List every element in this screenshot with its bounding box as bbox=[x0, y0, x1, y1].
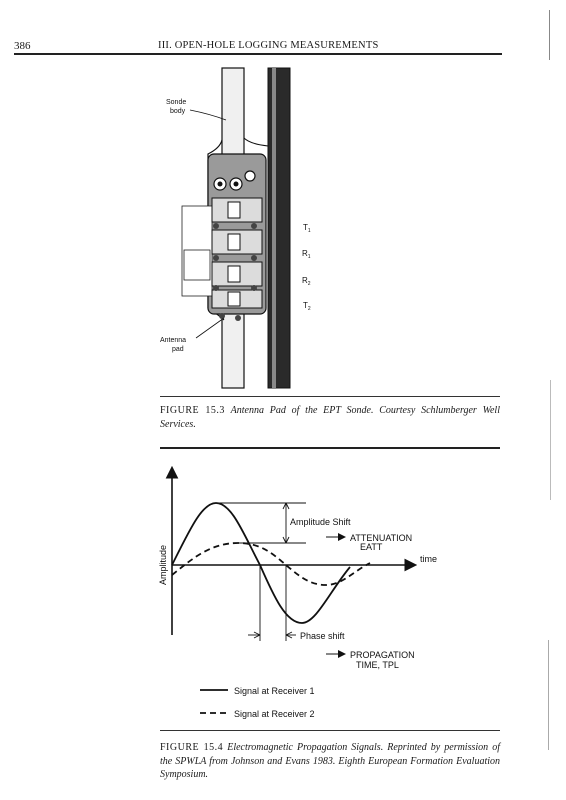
figure1-top-rule bbox=[160, 396, 500, 397]
figure2-top-rule bbox=[160, 447, 500, 449]
phase-shift-marker bbox=[248, 565, 296, 641]
label-t2: $T_2$ bbox=[303, 301, 311, 312]
propagation-label-line2: TIME, TPL bbox=[356, 660, 399, 670]
label-r1: $R_1$ bbox=[302, 249, 311, 260]
figure1-caption-text: Antenna Pad of the EPT Sonde. Courtesy Schlumberger Well Services. bbox=[160, 405, 500, 430]
scan-edge-mark bbox=[549, 10, 550, 60]
propagation-diagram bbox=[150, 455, 470, 725]
legend-receiver1: Signal at Receiver 1 bbox=[234, 686, 315, 696]
running-head: III. OPEN-HOLE LOGGING MEASUREMENTS bbox=[158, 40, 379, 51]
label-r2: $R_2$ bbox=[302, 276, 311, 287]
figure2-caption bbox=[160, 741, 500, 782]
phase-shift-label: Phase shift bbox=[300, 631, 345, 641]
antenna-label-line1: Antenna bbox=[160, 337, 187, 344]
antenna-pad-callout bbox=[160, 318, 224, 353]
figure2-caption-text: Electromagnetic Propagation Signals. Reprinted by permission of the SPWLA from Johnson and Evans 1983. Eighth European Formation Evaluation Symposium. bbox=[160, 742, 500, 780]
legend bbox=[200, 686, 315, 719]
antenna-label-line2: pad bbox=[172, 346, 184, 353]
axes bbox=[158, 469, 437, 635]
time-axis-label: time bbox=[420, 554, 438, 564]
sonde-label-line2: body bbox=[170, 108, 186, 115]
legend-receiver2: Signal at Receiver 2 bbox=[234, 709, 315, 719]
attenuation-label-line1: ATTENUATION bbox=[350, 533, 413, 543]
scan-edge-mark bbox=[548, 640, 549, 750]
amplitude-shift-label: Amplitude Shift bbox=[290, 517, 351, 527]
propagation-label-line1: PROPAGATION bbox=[350, 650, 415, 660]
amplitude-axis-label: Amplitude bbox=[158, 544, 168, 585]
figure1-caption bbox=[160, 404, 500, 431]
figure1-caption-label: FIGURE 15.3 bbox=[160, 405, 225, 416]
sonde-body-callout bbox=[166, 99, 226, 120]
sonde-label-line1: Sonde bbox=[166, 99, 187, 106]
figure2-caption-label: FIGURE 15.4 bbox=[160, 742, 224, 753]
transmitter-receiver-labels bbox=[302, 223, 311, 312]
sonde-illustration bbox=[150, 58, 350, 394]
antenna-pad bbox=[182, 154, 266, 321]
scan-edge-mark bbox=[550, 380, 551, 500]
figure2-bottom-rule bbox=[160, 730, 500, 731]
page-number: 386 bbox=[14, 40, 31, 52]
attenuation-label-line2: EATT bbox=[360, 542, 383, 552]
header-rule bbox=[14, 53, 502, 55]
label-t1: $T_1$ bbox=[303, 223, 311, 234]
